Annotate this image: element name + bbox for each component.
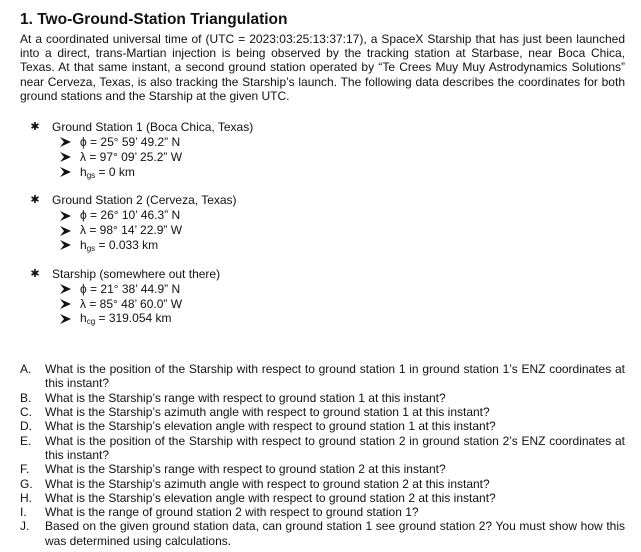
question-letter: A. — [20, 362, 32, 377]
altitude-symbol: h — [80, 311, 87, 326]
altitude-symbol: h — [80, 164, 87, 179]
latitude-row — [20, 135, 625, 150]
longitude-value: λ = 85° 48’ 60.0” W — [80, 296, 183, 311]
longitude-value: λ = 97° 09’ 25.2” W — [80, 149, 183, 164]
station-label: Starship (somewhere out there) — [52, 266, 221, 281]
question-text: What is the Starship’s range with respect to ground station 1 at this instant? — [45, 390, 446, 405]
altitude-number: = 0 km — [95, 164, 135, 179]
question-text: What is the position of the Starship with respect to ground station 2 in ground station 2’s ENZ coordinates at this instant? — [45, 433, 625, 462]
station-heading — [20, 193, 625, 208]
asterisk-bullet-icon: ✱ — [30, 194, 40, 207]
question-letter: C. — [20, 405, 32, 420]
question-letter: B. — [20, 390, 32, 405]
longitude-row — [20, 223, 625, 238]
arrowhead-bullet-icon — [60, 137, 71, 147]
altitude-symbol: h — [80, 238, 87, 252]
question-letter: H. — [20, 490, 32, 505]
arrowhead-bullet-icon — [60, 240, 71, 250]
altitude-subscript: gs — [86, 170, 96, 180]
altitude-row — [20, 165, 625, 180]
question-letter: J. — [20, 519, 30, 534]
altitude-subscript: cg — [86, 317, 96, 327]
altitude-row — [20, 311, 625, 326]
altitude-number: = 0.033 km — [95, 238, 159, 252]
latitude-row — [20, 282, 625, 297]
question-text: Based on the given ground station data, can ground station 1 see ground station 2? You must show how this was determined using calculations. — [45, 519, 625, 548]
problem-title: 1. Two-Ground-Station Triangulation — [20, 11, 288, 28]
station-heading — [20, 120, 625, 135]
question-item — [20, 477, 625, 491]
question-item — [20, 505, 625, 519]
station-heading — [20, 267, 625, 282]
question-letter: D. — [20, 419, 32, 434]
station-block — [20, 120, 625, 179]
question-text: What is the Starship’s azimuth angle with respect to ground station 1 at this instant? — [45, 405, 490, 420]
question-text: What is the Starship’s azimuth angle with respect to ground station 2 at this instant? — [45, 476, 490, 491]
altitude-value — [80, 238, 158, 253]
question-list — [20, 362, 625, 548]
question-letter: G. — [20, 476, 33, 491]
arrowhead-bullet-icon — [60, 167, 71, 177]
question-letter: I. — [20, 505, 27, 520]
arrowhead-bullet-icon — [60, 299, 71, 309]
question-item — [20, 362, 625, 391]
question-item — [20, 519, 625, 548]
longitude-row — [20, 297, 625, 312]
question-letter: E. — [20, 433, 32, 448]
arrowhead-bullet-icon — [60, 314, 71, 324]
station-list — [20, 120, 625, 326]
question-text: What is the Starship’s range with respect to ground station 2 at this instant? — [45, 462, 446, 477]
longitude-value: λ = 98° 14’ 22.9” W — [80, 223, 183, 238]
question-text: What is the position of the Starship with respect to ground station 1 in ground station 1’s ENZ coordinates at this instant? — [45, 362, 625, 391]
question-text: What is the range of ground station 2 with respect to ground station 1? — [45, 505, 419, 520]
altitude-subscript: gs — [86, 244, 96, 253]
altitude-value — [80, 165, 135, 180]
station-label: Ground Station 1 (Boca Chica, Texas) — [52, 120, 254, 135]
arrowhead-bullet-icon — [60, 152, 71, 162]
altitude-value — [80, 311, 172, 326]
station-block — [20, 193, 625, 252]
latitude-value: ϕ = 26° 10’ 46.3” N — [80, 208, 181, 223]
question-text: What is the Starship’s elevation angle with respect to ground station 2 at this instant? — [45, 490, 496, 505]
question-item — [20, 405, 625, 419]
arrowhead-bullet-icon — [60, 284, 71, 294]
altitude-row — [20, 238, 625, 253]
longitude-row — [20, 150, 625, 165]
question-text: What is the Starship’s elevation angle with respect to ground station 1 at this instant? — [45, 419, 496, 434]
arrowhead-bullet-icon — [60, 226, 71, 236]
station-block — [20, 267, 625, 326]
arrowhead-bullet-icon — [60, 211, 71, 221]
asterisk-bullet-icon: ✱ — [30, 267, 40, 280]
question-item — [20, 419, 625, 433]
problem-intro: At a coordinated universal time of (UTC = 2023:03:25:13:37:17), a SpaceX Starship that has just been launched into a direct, trans-Martian injection is being observed by the tracking station at Starbase, near Boca Chica, Texas. At that same instant, a second ground station operated by “Te Crees Muy Muy Astrodynamics Solutions” near Cerveza, Texas, is also tracking the Starship’s launch. The following data describes the coordinates for both ground stations and the Starship at the given UTC. — [20, 32, 625, 103]
question-letter: F. — [20, 462, 30, 477]
latitude-row — [20, 208, 625, 223]
altitude-number: = 319.054 km — [95, 311, 172, 326]
latitude-value: ϕ = 25° 59’ 49.2” N — [80, 135, 181, 150]
latitude-value: ϕ = 21° 38’ 44.9” N — [80, 281, 181, 296]
question-item — [20, 434, 625, 463]
question-item — [20, 462, 625, 476]
station-label: Ground Station 2 (Cerveza, Texas) — [52, 193, 237, 208]
question-item — [20, 491, 625, 505]
question-item — [20, 391, 625, 405]
asterisk-bullet-icon: ✱ — [30, 121, 40, 134]
